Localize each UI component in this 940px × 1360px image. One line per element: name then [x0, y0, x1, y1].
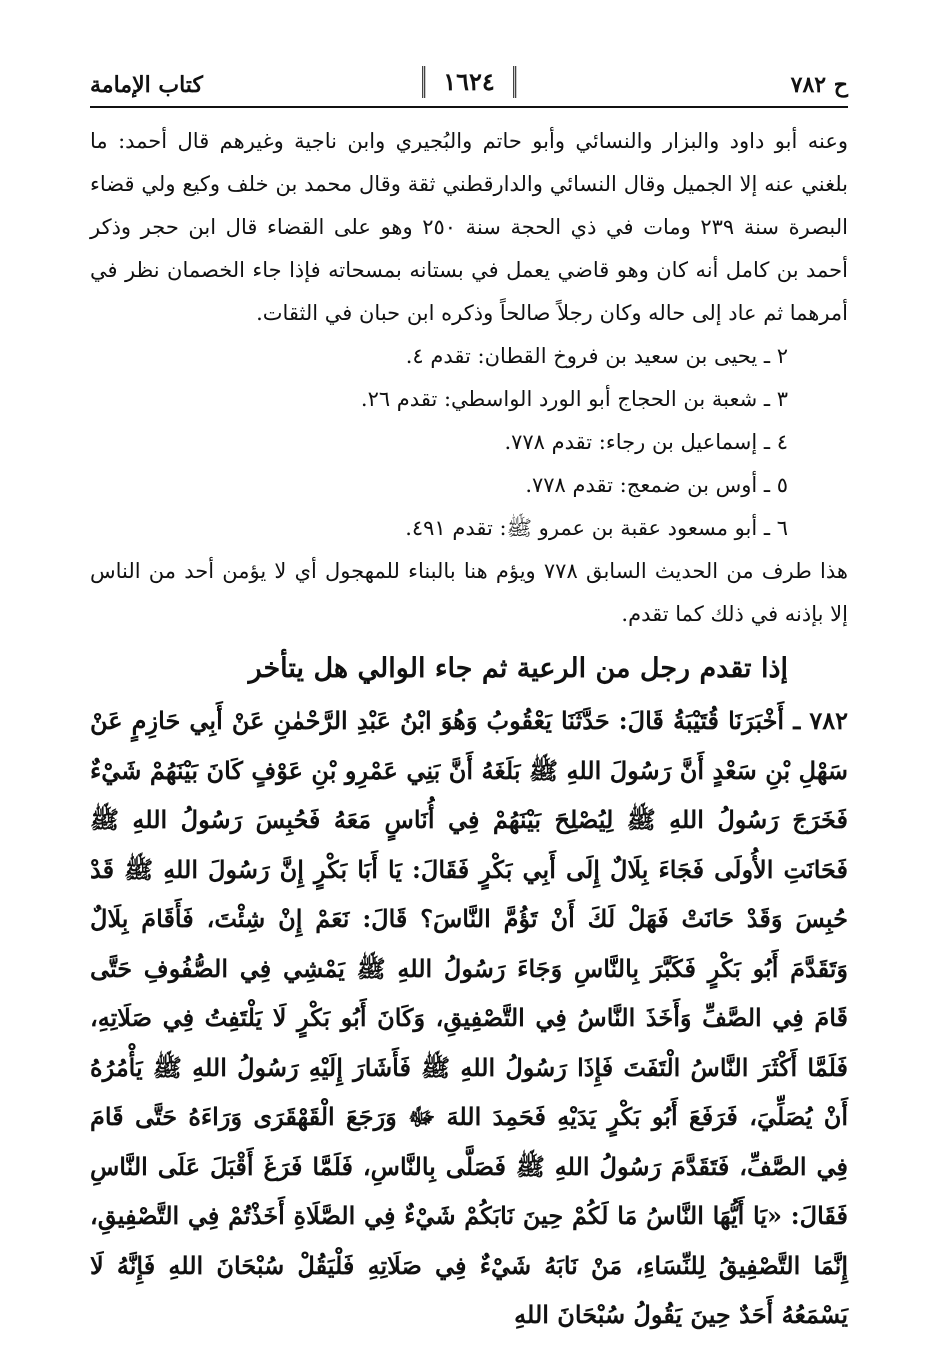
hadith-number-label: ح ٧٨٢: [790, 72, 848, 98]
page-header: [90, 66, 848, 106]
narrator-item: ٣ ـ شعبة بن الحجاج أبو الورد الواسطي: تقدم ٢٦.: [360, 387, 788, 411]
header-divider: [90, 106, 848, 108]
book-chapter-title: كتاب الإمامة: [90, 72, 203, 98]
narrator-item: ٦ ـ أبو مسعود عقبة بن عمرو ﷺ: تقدم ٤٩١.: [405, 516, 788, 540]
narrator-item: ٢ ـ يحيى بن سعيد بن فروخ القطان: تقدم ٤.: [405, 344, 788, 368]
narrator-item: ٥ ـ أوس بن ضمعج: تقدم ٧٧٨.: [525, 473, 788, 497]
narrators-list: [90, 335, 848, 550]
hadith-text: ٧٨٢ ـ أَخْبَرَنَا قُتَيْبَةُ قَالَ: حَدَّثَنَا يَعْقُوبُ وَهُوَ ابْنُ عَبْدِ الرَّحْمٰنِ عَنْ أَبِي حَازِمٍ عَنْ سَهْلِ بْنِ سَعْدٍ أَنَّ رَسُولَ اللهِ ﷺ بَلَغَهُ أَنَّ بَنِي عَمْرِو بْنِ عَوْفٍ كَانَ بَيْنَهُمْ شَيْءٌ فَخَرَجَ رَسُولُ اللهِ ﷺ لِيُصْلِحَ بَيْنَهُمْ فِي أُنَاسٍ مَعَهُ فَحُبِسَ رَسُولُ اللهِ ﷺ فَحَانَتِ الأُولَى فَجَاءَ بِلَالٌ إِلَى أَبِي بَكْرٍ فَقَالَ: يَا أَبَا بَكْرٍ إِنَّ رَسُولَ اللهِ ﷺ قَدْ حُبِسَ وَقَدْ حَانَتْ فَهَلْ لَكَ أَنْ تَؤُمَّ النَّاسَ؟ قَالَ: نَعَمْ إِنْ شِئْتَ، فَأَقَامَ بِلَالٌ وَتَقَدَّمَ أَبُو بَكْرٍ فَكَبَّرَ بِالنَّاسِ وَجَاءَ رَسُولُ اللهِ ﷺ يَمْشِي فِي الصُّفُوفِ حَتَّى قَامَ فِي الصَّفِّ وَأَخَذَ النَّاسُ فِي التَّصْفِيقِ، وَكَانَ أَبُو بَكْرٍ لَا يَلْتَفِتُ فِي صَلَاتِهِ، فَلَمَّا أَكْثَرَ النَّاسُ الْتَفَتَ فَإِذَا رَسُولُ اللهِ ﷺ فَأَشَارَ إِلَيْهِ رَسُولُ اللهِ ﷺ يَأْمُرُهُ أَنْ يُصَلِّيَ، فَرَفَعَ أَبُو بَكْرٍ يَدَيْهِ فَحَمِدَ اللهَ ﷻ وَرَجَعَ الْقَهْقَرَى وَرَاءَهُ حَتَّى قَامَ فِي الصَّفِّ، فَتَقَدَّمَ رَسُولُ اللهِ ﷺ فَصَلَّى بِالنَّاسِ، فَلَمَّا فَرَغَ أَقْبَلَ عَلَى النَّاسِ فَقَالَ: «يَا أَيُّهَا النَّاسُ مَا لَكُمْ حِينَ نَابَكُمْ شَيْءٌ فِي الصَّلَاةِ أَخَذْتُمْ فِي التَّصْفِيقِ، إِنَّمَا التَّصْفِيقُ لِلنِّسَاءِ، مَنْ نَابَهُ شَيْءٌ فِي صَلَاتِهِ فَلْيَقُلْ سُبْحَانَ اللهِ فَإِنَّهُ لَا يَسْمَعُهُ أَحَدٌ حِينَ يَقُولُ سُبْحَانَ اللهِ: [90, 706, 848, 1329]
narrator-item: ٤ ـ إسماعيل بن رجاء: تقدم ٧٧٨.: [504, 430, 788, 454]
page-number: ١٦٢٤: [422, 66, 516, 98]
section-heading: إذا تقدم رجل من الرعية ثم جاء الوالي هل يتأخر: [248, 653, 788, 684]
page-body: [90, 120, 848, 1340]
intro-paragraph: وعنه أبو داود والبزار والنسائي وأبو حاتم والبُجيري وابن ناجية وغيرهم قال أحمد: ما بلغني عنه إلا الجميل وقال النسائي والدارقطني ثقة وقال محمد بن خلف وكيع ولي قضاء البصرة سنة ٢٣٩ ومات في ذي الحجة سنة ٢٥٠ وهو على القضاء قال ابن حجر وذكر أحمد بن كامل أنه كان وهو قاضي يعمل في بستانه بمسحاته فإذا جاء الخصمان نظر في أمرهما ثم عاد إلى حاله وكان رجلاً صالحاً وذكره ابن حبان في الثقات.: [90, 129, 848, 325]
note-paragraph: هذا طرف من الحديث السابق ٧٧٨ ويؤم هنا بالبناء للمهجول أي لا يؤمن أحد من الناس إلا بإذنه في ذلك كما تقدم.: [90, 559, 848, 626]
